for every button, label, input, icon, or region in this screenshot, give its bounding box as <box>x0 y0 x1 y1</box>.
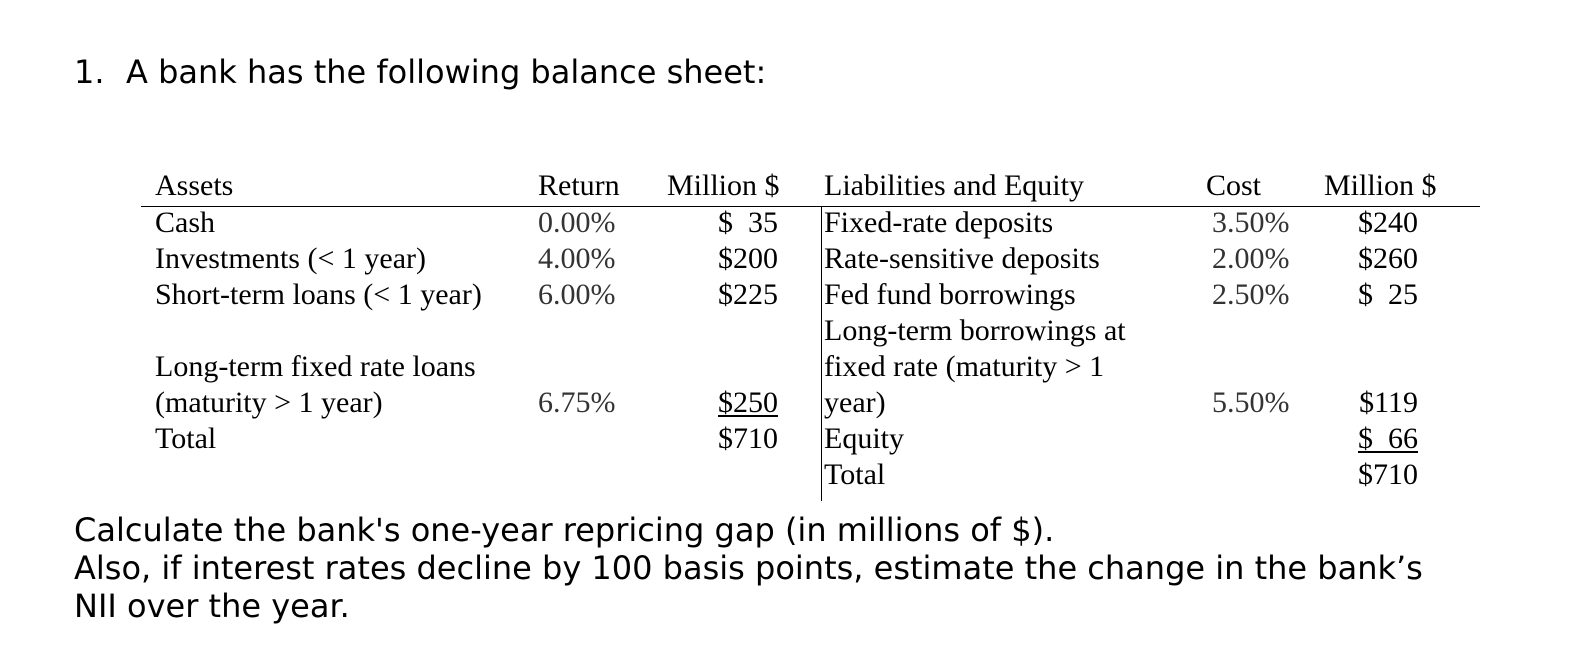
liability-label-line1: Long-term borrowings at <box>824 314 1126 347</box>
liability-amount: $260 <box>1358 242 1418 275</box>
asset-amount: $ 35 <box>718 206 778 239</box>
column-divider <box>821 207 822 501</box>
liability-cost: 3.50% <box>1212 206 1290 239</box>
asset-amount: $250 <box>718 386 778 419</box>
question-text: A bank has the following balance sheet: <box>126 53 767 91</box>
liability-label-line2: fixed rate (maturity > 1 <box>824 350 1105 383</box>
question-number: 1. <box>74 53 105 91</box>
liability-label-line3: year) <box>824 386 886 419</box>
asset-return: 6.75% <box>538 386 616 419</box>
liability-label: Equity <box>824 422 904 455</box>
asset-amount: $200 <box>718 242 778 275</box>
question-prompt <box>74 511 1574 625</box>
asset-label: Short-term loans (< 1 year) <box>155 278 482 311</box>
liabilities-total-amount: $710 <box>1358 458 1418 491</box>
return-header: Return <box>538 169 620 202</box>
liability-amount: $ 66 <box>1358 422 1418 455</box>
cost-header: Cost <box>1206 169 1262 202</box>
asset-label-line1: Long-term fixed rate loans <box>155 350 476 383</box>
assets-total-label: Total <box>155 422 217 455</box>
asset-label: Investments (< 1 year) <box>155 242 426 275</box>
asset-label-line2: (maturity > 1 year) <box>155 386 383 419</box>
liability-label: Rate-sensitive deposits <box>824 242 1100 275</box>
assets-total-amount: $710 <box>718 422 778 455</box>
asset-amount: $225 <box>718 278 778 311</box>
asset-amount-wrap <box>712 385 778 421</box>
liability-label: Fed fund borrowings <box>824 278 1076 311</box>
prompt-line: NII over the year. <box>74 587 350 625</box>
liability-cost: 2.50% <box>1212 278 1290 311</box>
liability-label: Fixed-rate deposits <box>824 206 1054 239</box>
liabilities-header: Liabilities and Equity <box>824 169 1084 202</box>
liability-cost: 2.00% <box>1212 242 1290 275</box>
liability-amount: $119 <box>1359 386 1418 419</box>
equity-amount-wrap <box>1352 421 1418 457</box>
asset-return: 4.00% <box>538 242 616 275</box>
prompt-line: Calculate the bank's one-year repricing gap (in millions of $). <box>74 511 1055 549</box>
liability-cost: 5.50% <box>1212 386 1290 419</box>
prompt-line: Also, if interest rates decline by 100 basis points, estimate the change in the bank’s <box>74 549 1423 587</box>
liabilities-amount-header: Million $ <box>1324 169 1437 202</box>
assets-amount-header: Million $ <box>667 169 780 202</box>
asset-return: 0.00% <box>538 206 616 239</box>
liabilities-total-label: Total <box>824 458 886 491</box>
asset-label: Cash <box>155 206 215 239</box>
assets-header: Assets <box>155 169 234 202</box>
liability-amount: $ 25 <box>1358 278 1418 311</box>
question-heading <box>74 50 766 94</box>
liability-amount: $240 <box>1358 206 1418 239</box>
asset-return: 6.00% <box>538 278 616 311</box>
